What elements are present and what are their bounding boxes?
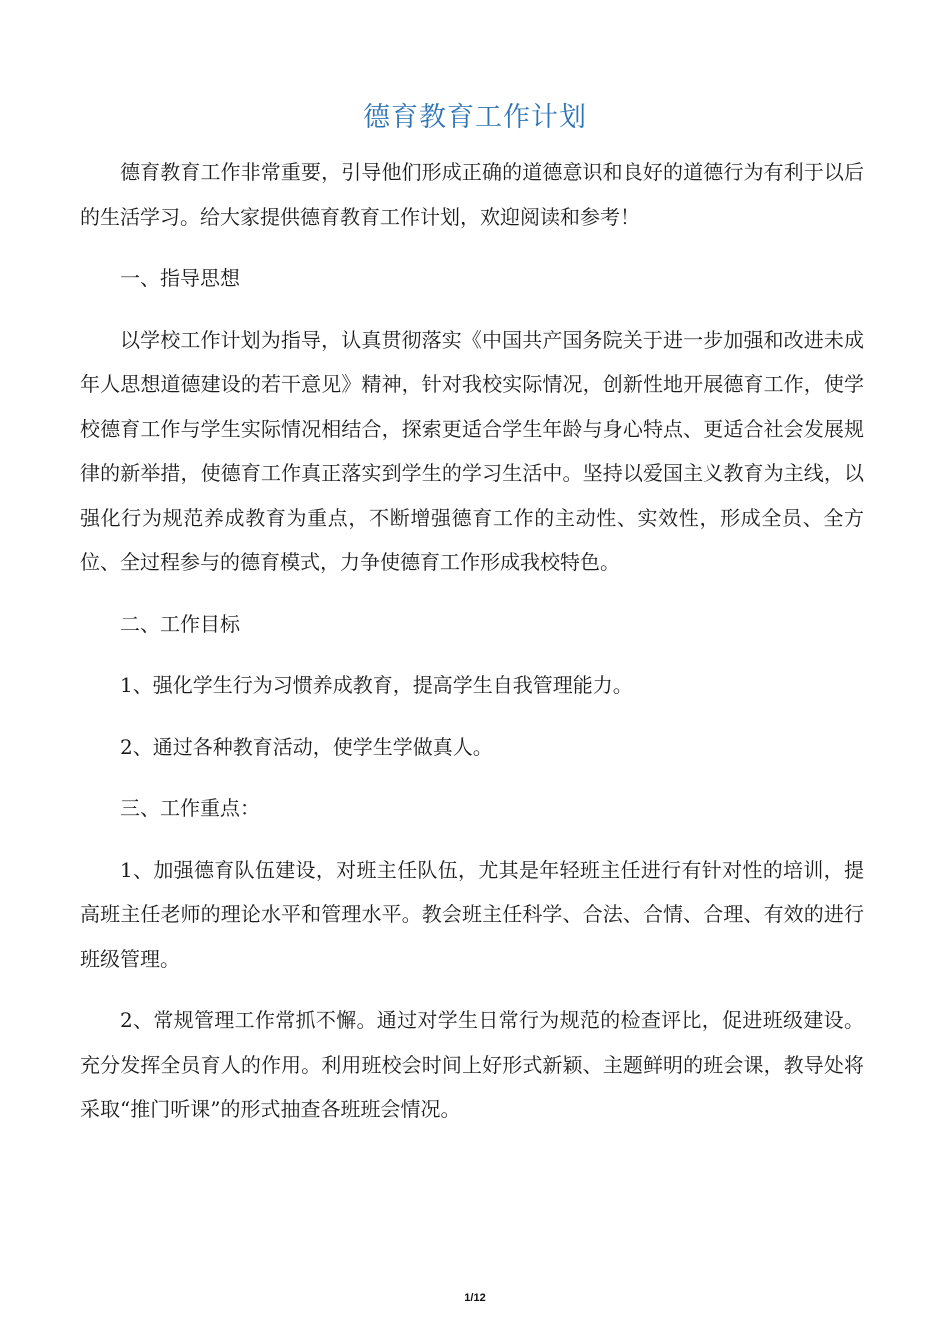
section-heading-guiding-ideology: 一、指导思想 xyxy=(120,266,240,290)
document-title: 德育教育工作计划 xyxy=(363,102,587,133)
page-number: 1/12 xyxy=(464,1292,486,1304)
work-goal-item-2: 2、通过各种教育活动，使学生学做真人。 xyxy=(120,734,493,759)
guiding-ideology-paragraph: 以学校工作计划为指导，认真贯彻落实《中国共产国务院关于进一步加强和改进未成年人思想道德建设的若干意见》精神，针对我校实际情况，创新性地开展德育工作，使学校德育工作与学生实际情况相结合，探索更适合学生年龄与身心特点、更适合社会发展规律的新举措，使德育工作真正落实到学生的学习生活中。坚持以爱国主义教育为主线，以强化行为规范养成教育为重点，不断增强德育工作的主动性、实效性，形成全员、全方位、全过程参与的德育模式，力争使德育工作形成我校特色。 xyxy=(80,327,864,574)
document-body xyxy=(80,150,864,1132)
work-focus-item-2: 2、常规管理工作常抓不懈。通过对学生日常行为规范的检查评比，促进班级建设。充分发挥全员育人的作用。利用班校会时间上好形式新颖、主题鲜明的班会课，教导处将采取“推门听课”的形式抽查各班班会情况。 xyxy=(80,1008,864,1121)
work-focus-item-1: 1、加强德育队伍建设，对班主任队伍，尤其是年轻班主任进行有针对性的培训，提高班主任老师的理论水平和管理水平。教会班主任科学、合法、合情、合理、有效的进行班级管理。 xyxy=(80,857,864,971)
section-heading-work-goals: 二、工作目标 xyxy=(120,611,240,636)
section-heading-work-focus: 三、工作重点： xyxy=(120,796,260,820)
intro-paragraph: 德育教育工作非常重要，引导他们形成正确的道德意识和良好的道德行为有利于以后的生活学习。给大家提供德育教育工作计划，欢迎阅读和参考！ xyxy=(80,160,864,229)
work-goal-item-1: 1、强化学生行为习惯养成教育，提高学生自我管理能力。 xyxy=(120,673,633,697)
